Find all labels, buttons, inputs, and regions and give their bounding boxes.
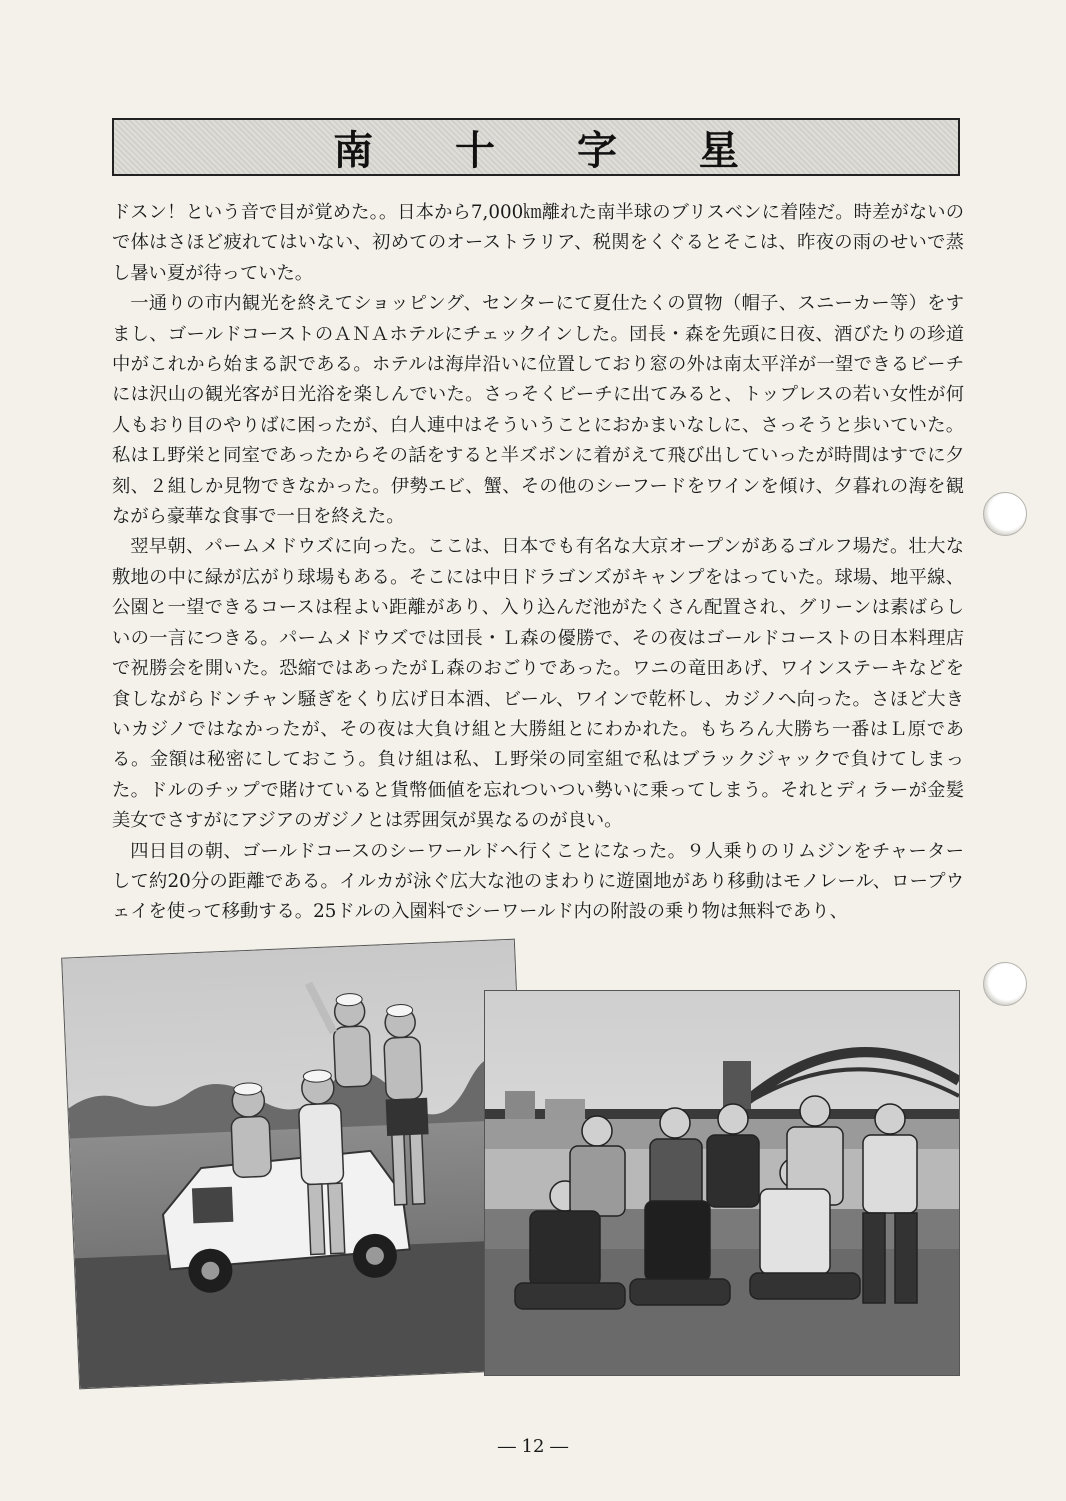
paragraph: 翌早朝、パームメドウズに向った。ここは、日本でも有名な大京オープンがあるゴルフ場だ。壮大な敷地の中に緑が広がり球場もある。そこには中日ドラゴンズがキャンプをはっていた。球場、地平線、公園と一望できるコースは程よい距離があり、入り込んだ池がたくさん配置され、グリーンは素ばらしいの一言につきる。パームメドウズでは団長・Ｌ森の優勝で、その夜はゴールドコーストの日本料理店で祝勝会を開いた。恐縮ではあったがＬ森のおごりであった。ワニの竜田あげ、ワインステーキなどを食しながらドンチャン騒ぎをくり広げ日本酒、ビール、ワインで乾杯し、カジノへ向った。さほど大きいカジノではなかったが、その夜は大負け組と大勝組とにわかれた。もちろん大勝ち一番はＬ原である。金額は秘密にしておこう。負け組は私、Ｌ野栄の同室組で私はブラックジャックで負けてしまった。ドルのチップで賭けていると貨幣価値を忘れついつい勢いに乗ってしまう。それとディラーが金髪美女でさすがにアジアのガジノとは雰囲気が異なるのが良い。 bbox=[112, 536, 964, 832]
paragraph: ドスン！という音で目が覚めた。。日本から7,000㎞離れた南半球のブリスベンに着陸だ。時差がないので体はさほど疲れてはいない、初めてのオーストラリア、税関をくぐるとそこは、昨夜の雨のせいで蒸し暑い夏が待っていた。 bbox=[112, 202, 964, 284]
title-box bbox=[112, 118, 960, 176]
harbour-bridge-photo bbox=[484, 990, 960, 1376]
page-number: ― 12 ― bbox=[497, 1436, 569, 1457]
paragraph: 一通りの市内観光を終えてショッピング、センターにて夏仕たくの買物（帽子、スニーカー等）をすまし、ゴールドコーストのＡＮＡホテルにチェックインした。団長・森を先頭に日夜、酒びたりの珍道中がこれから始まる訳である。ホテルは海岸沿いに位置しており窓の外は南太平洋が一望できるビーチには沢山の観光客が日光浴を楽しんでいた。さっそくビーチに出てみると、トップレスの若い女性が何人もおり目のやりばに困ったが、白人連中はそういうことにおかまいなしに、さっそうと歩いていた。私はＬ野栄と同室であったからその話をすると半ズボンに着がえて飛び出していったが時間はすでに夕刻、２組しか見物できなかった。伊勢エビ、蟹、その他のシーフードをワインを傾け、夕暮れの海を観ながら豪華な食事で一日を終えた。 bbox=[112, 293, 964, 528]
binder-hole bbox=[983, 492, 1027, 536]
paragraph: 四日目の朝、ゴールドコースのシーワールドへ行くことになった。９人乗りのリムジンをチャーターして約20分の距離である。イルカが泳ぐ広大な池のまわりに遊園地があり移動はモノレール、ロープウェイを使って移動する。25ドルの入園料でシーワールド内の附設の乗り物は無料であり、 bbox=[112, 840, 964, 923]
binder-hole bbox=[983, 962, 1027, 1006]
article-body bbox=[112, 198, 964, 928]
article-title: 南 十 字 星 bbox=[333, 126, 773, 174]
golf-cart-photo bbox=[61, 939, 533, 1390]
